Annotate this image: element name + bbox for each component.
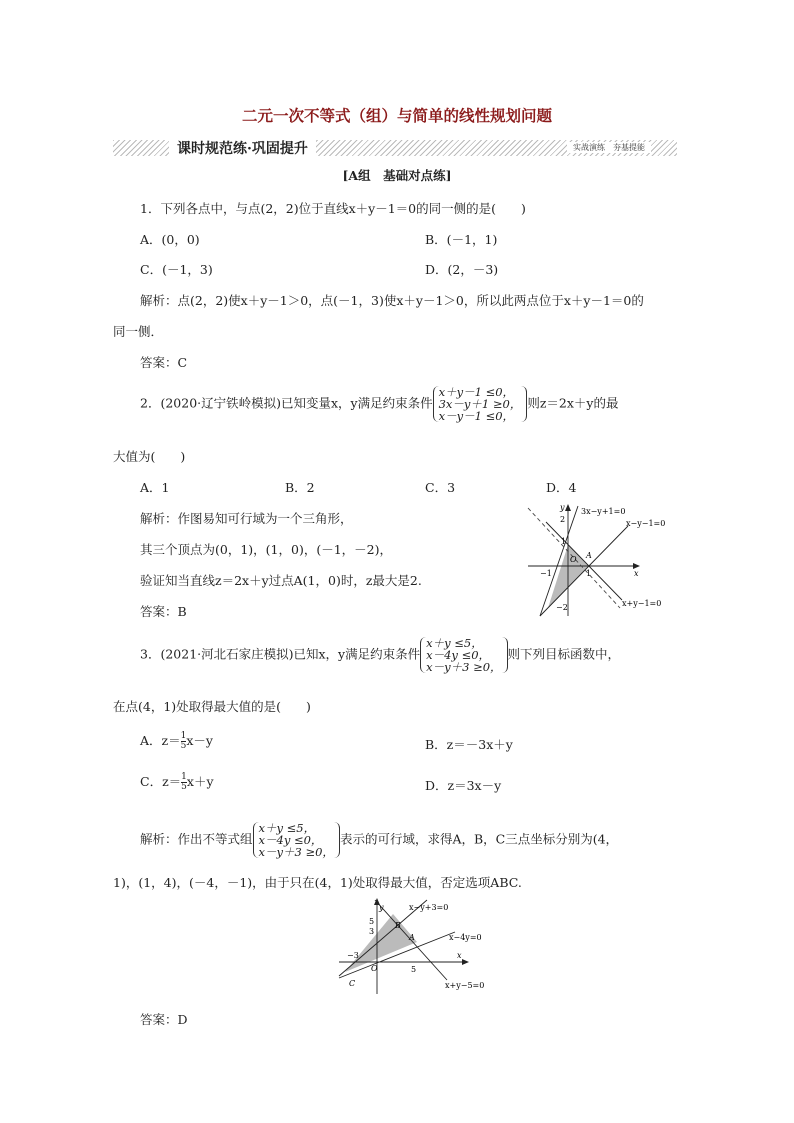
q2-stem-line2: 大值为( ) bbox=[113, 449, 186, 464]
q2-feasible-region-graph bbox=[520, 500, 690, 618]
q3-option-a bbox=[140, 731, 213, 751]
q1-solution-line1: 解析：点(2，2)使x＋y－1＞0，点(－1，3)使x＋y－1＞0，所以此两点位于x＋y－1＝0的 bbox=[140, 293, 644, 308]
q3-tick-xm3: −3 bbox=[347, 951, 359, 960]
q2-tick-x1: 1 bbox=[586, 569, 592, 578]
q3-origin-label: O bbox=[371, 964, 378, 973]
section-tagline: 实战演练 夯基提能 bbox=[567, 142, 651, 153]
q1-solution-line2: 同一侧． bbox=[113, 324, 164, 339]
q3-solution-line2: 1)，(1，4)，(－4，－1)，由于只在(4，1)处取得最大值，否定选项ABC. bbox=[113, 875, 522, 890]
q2-tick-y1: 1 bbox=[561, 537, 567, 546]
q1-stem: 1．下列各点中，与点(2，2)位于直线x＋y－1＝0的同一侧的是( ) bbox=[140, 201, 526, 216]
q3-option-a-end: x－y bbox=[186, 733, 213, 748]
q2-origin-label: O bbox=[570, 555, 577, 564]
q3-stem-start: 3．(2021·河北石家庄模拟)已知x，y满足约束条件 bbox=[140, 646, 421, 662]
q1-option-b: B．(－1，1) bbox=[425, 232, 498, 247]
q3-option-c-end: x＋y bbox=[186, 774, 214, 789]
q3-label-x-y+3: x−y+3=0 bbox=[409, 903, 449, 912]
q2-option-a: A．1 bbox=[140, 480, 170, 495]
q3-x-axis-arrow bbox=[462, 959, 469, 965]
q3-solution-end: 表示的可行域，求得A，B，C三点坐标分别为(4， bbox=[339, 831, 619, 847]
section-label: 课时规范练·巩固提升 bbox=[169, 138, 316, 158]
q2-constraint-1: x＋y－1 ≤0， bbox=[438, 385, 515, 399]
q1-answer: 答案：C bbox=[140, 355, 188, 370]
q1-option-c: C．(－1，3) bbox=[140, 262, 213, 277]
q3-point-a-label: A bbox=[409, 933, 415, 942]
q3-tick-y3: 3 bbox=[369, 927, 375, 936]
group-heading: [A组 基础对点练] bbox=[342, 168, 452, 183]
q3-solution-line1 bbox=[140, 822, 618, 858]
q2-y-label: y bbox=[560, 503, 565, 512]
q2-constraint-2: 3x－y＋1 ≥0， bbox=[438, 397, 522, 411]
q2-x-label: x bbox=[634, 569, 639, 578]
q2-option-b: B．2 bbox=[285, 480, 315, 495]
q3-stem-end: 则下列目标函数中， bbox=[507, 646, 621, 662]
q3-point-c-label: C bbox=[349, 979, 356, 988]
q3-option-a-numerator: 1 bbox=[180, 731, 187, 741]
q2-tick-xm1: −1 bbox=[540, 569, 552, 578]
q3-solution-start: 解析：作出不等式组 bbox=[140, 831, 253, 847]
q3-constraint-3: x－y＋3 ≥0， bbox=[426, 660, 502, 674]
q3-option-d: D．z＝3x－y bbox=[425, 778, 502, 793]
q2-stem-start: 2．(2020·辽宁铁岭模拟)已知变量x，y满足约束条件 bbox=[140, 395, 433, 411]
q3-option-c-numerator: 1 bbox=[181, 772, 187, 782]
q3-solution-system bbox=[253, 822, 340, 858]
q2-constraint-3: x－y－1 ≤0， bbox=[438, 409, 515, 423]
q2-answer: 答案：B bbox=[140, 604, 187, 619]
q3-solution-constraint-2: x－4y ≤0， bbox=[258, 833, 323, 847]
q3-option-c-denominator: 5 bbox=[181, 782, 187, 792]
q2-solution-line3: 验证知当直线z＝2x＋y过点A(1，0)时，z最大是2. bbox=[140, 573, 422, 588]
q1-option-d: D．(2，－3) bbox=[425, 262, 499, 277]
q3-constraint-2: x－4y ≤0， bbox=[426, 648, 491, 662]
q3-y-label: y bbox=[379, 903, 384, 912]
q1-option-a: A．(0，0) bbox=[140, 232, 200, 247]
q3-option-a-start: A．z＝ bbox=[140, 733, 181, 748]
q3-feasible-region bbox=[345, 914, 417, 972]
section-band bbox=[113, 140, 677, 156]
q2-solution-line1: 解析：作图易知可行域为一个三角形， bbox=[140, 511, 353, 526]
q3-point-b-label: B bbox=[395, 921, 401, 930]
q2-point-a-label: A bbox=[586, 551, 592, 560]
q2-stem-line1 bbox=[140, 386, 619, 422]
q3-tick-x5: 5 bbox=[411, 965, 417, 974]
q3-feasible-region-graph bbox=[335, 896, 495, 996]
q3-option-b: B．z＝－3x＋y bbox=[425, 737, 513, 752]
q2-option-d: D．4 bbox=[546, 480, 577, 495]
q3-solution-constraint-3: x－y＋3 ≥0， bbox=[258, 845, 334, 859]
q2-tick-y2: 2 bbox=[560, 515, 566, 524]
q3-label-x-4y: x−4y=0 bbox=[449, 933, 482, 942]
q2-tick-ym2: −2 bbox=[556, 603, 568, 612]
q3-option-c bbox=[140, 772, 214, 792]
q3-option-a-denominator: 5 bbox=[180, 741, 187, 751]
q2-label-x-y-1: x−y−1=0 bbox=[626, 519, 666, 528]
q3-x-label: x bbox=[457, 951, 462, 960]
q3-solution-constraint-1: x＋y ≤5， bbox=[258, 821, 316, 835]
q2-stem-end: 则z＝2x＋y的最 bbox=[527, 395, 619, 411]
q2-y-axis-arrow bbox=[565, 504, 571, 511]
q3-label-x+y-5: x+y−5=0 bbox=[445, 981, 485, 990]
q2-label-3x-y+1: 3x−y+1=0 bbox=[581, 507, 626, 516]
q2-option-c: C．3 bbox=[425, 480, 456, 495]
q3-stem-line2: 在点(4，1)处取得最大值的是( ) bbox=[113, 699, 311, 714]
q3-tick-y5: 5 bbox=[369, 917, 375, 926]
q3-constraint-system bbox=[420, 637, 507, 673]
q2-solution-line2: 其三个顶点为(0，1)，(1，0)，(－1，－2)， bbox=[140, 542, 392, 557]
q2-label-x+y-1: x+y−1=0 bbox=[622, 599, 662, 608]
q3-option-c-start: C．z＝ bbox=[140, 774, 182, 789]
page-title: 二元一次不等式（组）与简单的线性规划问题 bbox=[241, 106, 552, 125]
q3-answer: 答案：D bbox=[140, 1012, 188, 1027]
q2-constraint-system bbox=[433, 386, 528, 422]
q3-stem-line1 bbox=[140, 637, 620, 673]
q3-constraint-1: x＋y ≤5， bbox=[426, 636, 483, 650]
